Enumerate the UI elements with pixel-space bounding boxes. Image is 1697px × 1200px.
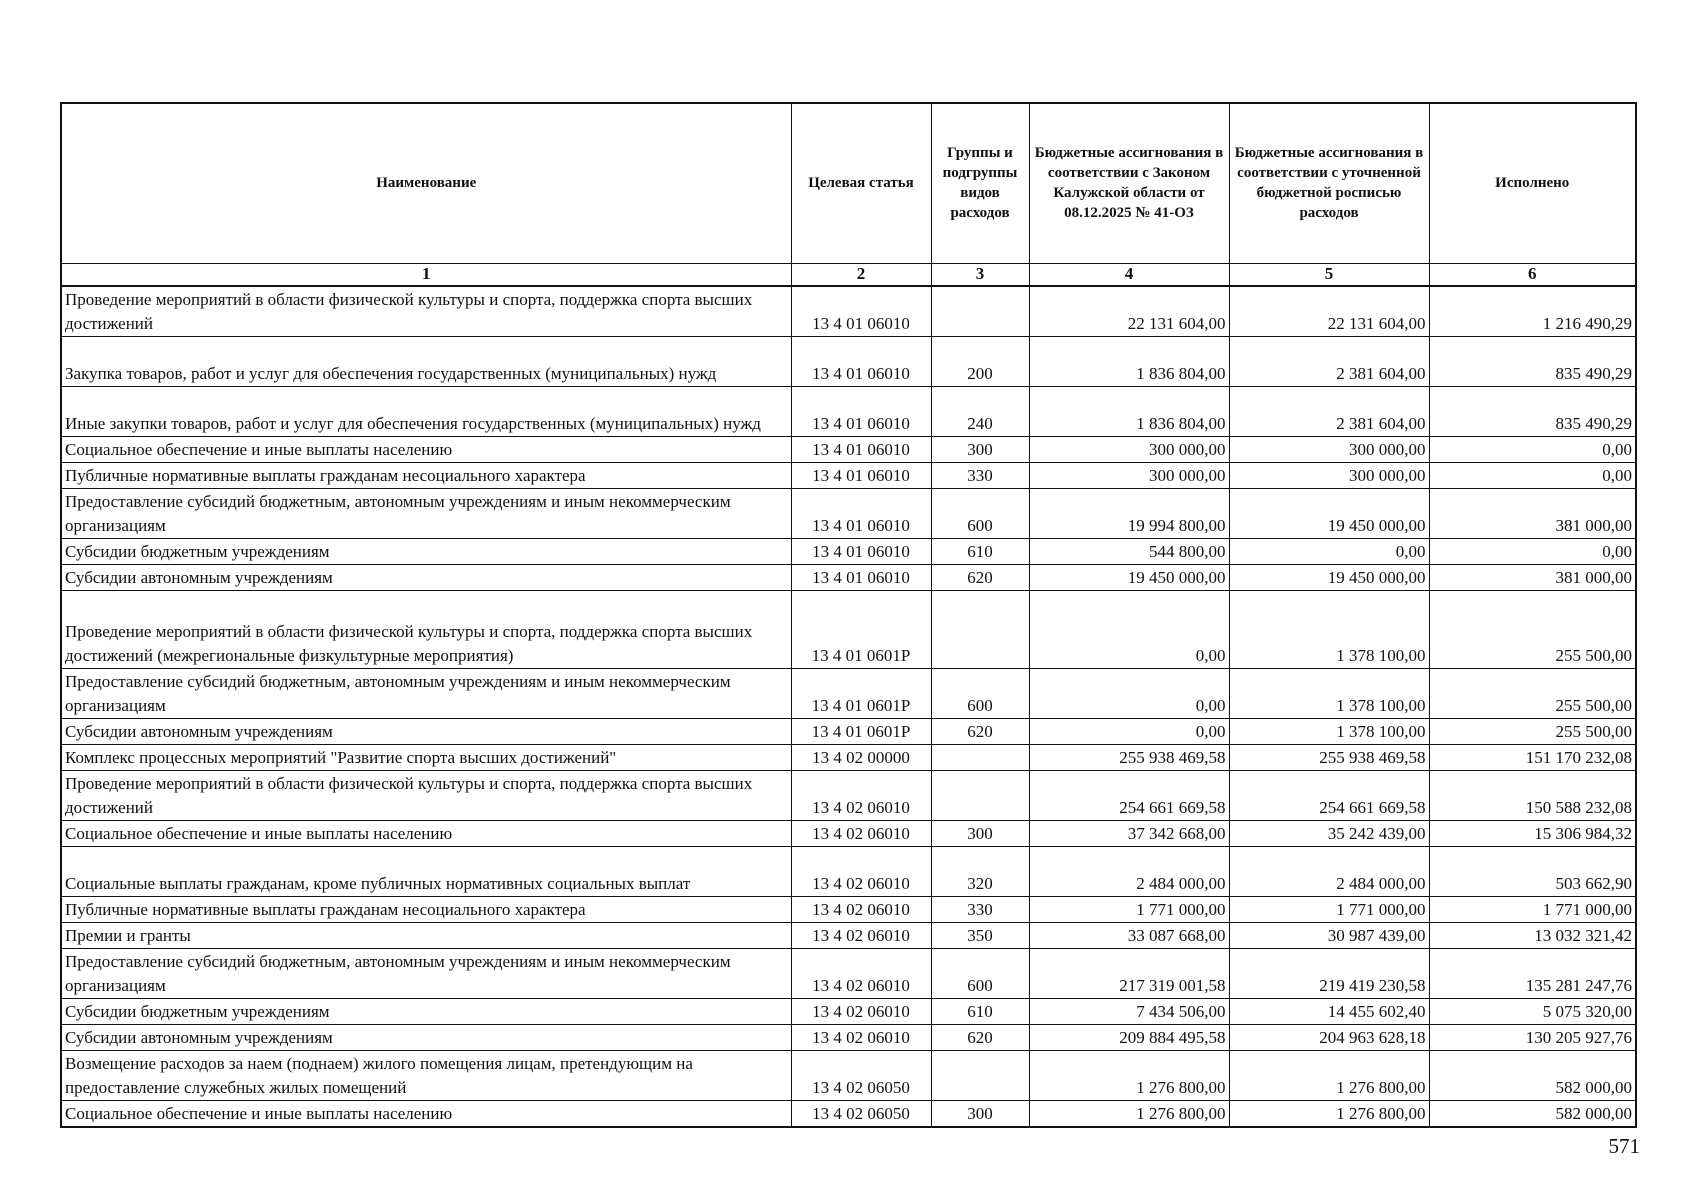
header-target-article: Целевая статья [791,103,931,263]
row-expense-group-cell: 600 [931,948,1029,998]
column-number: 3 [931,263,1029,286]
table-row [61,744,1636,770]
row-law-allocation-cell: 7 434 506,00 [1029,998,1229,1024]
table-body [61,286,1636,1127]
row-target-article-cell: 13 4 02 06010 [791,770,931,820]
row-executed-cell: 1 216 490,29 [1429,286,1636,336]
row-target-article-cell: 13 4 02 00000 [791,744,931,770]
row-law-allocation-cell: 300 000,00 [1029,462,1229,488]
row-name-cell: Субсидии бюджетным учреждениям [61,998,791,1024]
table-row [61,538,1636,564]
row-executed-cell: 130 205 927,76 [1429,1024,1636,1050]
row-roster-allocation-cell: 1 276 800,00 [1229,1100,1429,1127]
row-name-cell: Публичные нормативные выплаты гражданам несоциального характера [61,462,791,488]
row-expense-group-cell: 600 [931,668,1029,718]
table-row [61,1100,1636,1127]
table-row [61,1050,1636,1100]
row-law-allocation-cell: 19 450 000,00 [1029,564,1229,590]
row-name-cell: Возмещение расходов за наем (поднаем) жилого помещения лицам, претендующим на предоставление служебных жилых помещений [61,1050,791,1100]
row-target-article-cell: 13 4 02 06010 [791,998,931,1024]
row-name-cell: Премии и гранты [61,922,791,948]
row-name-cell: Иные закупки товаров, работ и услуг для обеспечения государственных (муниципальных) нужд [61,386,791,436]
row-expense-group-cell: 200 [931,336,1029,386]
row-roster-allocation-cell: 0,00 [1229,538,1429,564]
row-target-article-cell: 13 4 01 0601P [791,718,931,744]
row-roster-allocation-cell: 2 381 604,00 [1229,336,1429,386]
row-name-cell: Закупка товаров, работ и услуг для обеспечения государственных (муниципальных) нужд [61,336,791,386]
table-row [61,668,1636,718]
row-law-allocation-cell: 1 276 800,00 [1029,1050,1229,1100]
row-roster-allocation-cell: 204 963 628,18 [1229,1024,1429,1050]
row-roster-allocation-cell: 35 242 439,00 [1229,820,1429,846]
row-roster-allocation-cell: 19 450 000,00 [1229,488,1429,538]
row-name-cell: Субсидии автономным учреждениям [61,1024,791,1050]
row-expense-group-cell: 330 [931,462,1029,488]
row-law-allocation-cell: 2 484 000,00 [1029,846,1229,896]
row-expense-group-cell [931,1050,1029,1100]
row-target-article-cell: 13 4 02 06010 [791,896,931,922]
row-expense-group-cell: 620 [931,1024,1029,1050]
row-target-article-cell: 13 4 02 06010 [791,1024,931,1050]
row-target-article-cell: 13 4 01 06010 [791,462,931,488]
row-executed-cell: 503 662,90 [1429,846,1636,896]
row-target-article-cell: 13 4 01 06010 [791,538,931,564]
row-name-cell: Субсидии автономным учреждениям [61,718,791,744]
row-expense-group-cell: 620 [931,564,1029,590]
row-name-cell: Проведение мероприятий в области физической культуры и спорта, поддержка спорта высших достижений [61,770,791,820]
row-law-allocation-cell: 544 800,00 [1029,538,1229,564]
row-roster-allocation-cell: 1 378 100,00 [1229,590,1429,668]
row-name-cell: Субсидии бюджетным учреждениям [61,538,791,564]
row-expense-group-cell: 320 [931,846,1029,896]
row-law-allocation-cell: 300 000,00 [1029,436,1229,462]
row-roster-allocation-cell: 2 484 000,00 [1229,846,1429,896]
row-executed-cell: 835 490,29 [1429,336,1636,386]
row-roster-allocation-cell: 255 938 469,58 [1229,744,1429,770]
row-target-article-cell: 13 4 02 06010 [791,948,931,998]
table-row [61,718,1636,744]
row-roster-allocation-cell: 300 000,00 [1229,436,1429,462]
table-row [61,820,1636,846]
header-name: Наименование [61,103,791,263]
row-executed-cell: 151 170 232,08 [1429,744,1636,770]
row-roster-allocation-cell: 219 419 230,58 [1229,948,1429,998]
row-executed-cell: 381 000,00 [1429,488,1636,538]
row-law-allocation-cell: 22 131 604,00 [1029,286,1229,336]
row-expense-group-cell: 610 [931,538,1029,564]
table-row [61,286,1636,336]
budget-execution-table [60,102,1637,1128]
row-target-article-cell: 13 4 01 0601P [791,668,931,718]
column-number: 5 [1229,263,1429,286]
column-number: 2 [791,263,931,286]
row-expense-group-cell: 610 [931,998,1029,1024]
row-roster-allocation-cell: 22 131 604,00 [1229,286,1429,336]
row-law-allocation-cell: 254 661 669,58 [1029,770,1229,820]
row-law-allocation-cell: 33 087 668,00 [1029,922,1229,948]
row-name-cell: Предоставление субсидий бюджетным, автономным учреждениям и иным некоммерческим организациям [61,948,791,998]
row-law-allocation-cell: 255 938 469,58 [1029,744,1229,770]
table-row [61,436,1636,462]
row-law-allocation-cell: 209 884 495,58 [1029,1024,1229,1050]
row-roster-allocation-cell: 254 661 669,58 [1229,770,1429,820]
header-executed: Исполнено [1429,103,1636,263]
row-executed-cell: 582 000,00 [1429,1100,1636,1127]
table-row [61,896,1636,922]
row-law-allocation-cell: 37 342 668,00 [1029,820,1229,846]
row-executed-cell: 255 500,00 [1429,668,1636,718]
row-target-article-cell: 13 4 02 06010 [791,820,931,846]
table-row [61,1024,1636,1050]
row-name-cell: Проведение мероприятий в области физической культуры и спорта, поддержка спорта высших достижений [61,286,791,336]
row-executed-cell: 13 032 321,42 [1429,922,1636,948]
row-expense-group-cell [931,770,1029,820]
column-number: 4 [1029,263,1229,286]
table-row [61,846,1636,896]
row-expense-group-cell [931,744,1029,770]
column-number: 6 [1429,263,1636,286]
table-row [61,770,1636,820]
row-executed-cell: 5 075 320,00 [1429,998,1636,1024]
row-roster-allocation-cell: 14 455 602,40 [1229,998,1429,1024]
row-executed-cell: 835 490,29 [1429,386,1636,436]
row-target-article-cell: 13 4 01 06010 [791,436,931,462]
row-name-cell: Комплекс процессных мероприятий "Развитие спорта высших достижений" [61,744,791,770]
row-law-allocation-cell: 0,00 [1029,718,1229,744]
row-law-allocation-cell: 1 836 804,00 [1029,386,1229,436]
row-target-article-cell: 13 4 02 06010 [791,846,931,896]
row-target-article-cell: 13 4 01 06010 [791,564,931,590]
row-roster-allocation-cell: 19 450 000,00 [1229,564,1429,590]
row-name-cell: Предоставление субсидий бюджетным, автономным учреждениям и иным некоммерческим организациям [61,668,791,718]
table-row [61,948,1636,998]
header-law-allocations: Бюджетные ассигнования в соответствии с Законом Калужской области от 08.12.2025 № 41-ОЗ [1029,103,1229,263]
row-roster-allocation-cell: 1 378 100,00 [1229,668,1429,718]
row-roster-allocation-cell: 300 000,00 [1229,462,1429,488]
row-law-allocation-cell: 0,00 [1029,668,1229,718]
header-roster-allocations: Бюджетные ассигнования в соответствии с уточненной бюджетной росписью расходов [1229,103,1429,263]
row-target-article-cell: 13 4 01 06010 [791,286,931,336]
row-law-allocation-cell: 1 276 800,00 [1029,1100,1229,1127]
row-expense-group-cell: 300 [931,1100,1029,1127]
row-expense-group-cell [931,590,1029,668]
row-law-allocation-cell: 217 319 001,58 [1029,948,1229,998]
row-expense-group-cell: 300 [931,820,1029,846]
row-name-cell: Социальные выплаты гражданам, кроме публичных нормативных социальных выплат [61,846,791,896]
row-executed-cell: 1 771 000,00 [1429,896,1636,922]
row-name-cell: Социальное обеспечение и иные выплаты населению [61,436,791,462]
row-name-cell: Субсидии автономным учреждениям [61,564,791,590]
row-law-allocation-cell: 19 994 800,00 [1029,488,1229,538]
row-target-article-cell: 13 4 02 06050 [791,1100,931,1127]
row-target-article-cell: 13 4 01 06010 [791,488,931,538]
row-roster-allocation-cell: 1 378 100,00 [1229,718,1429,744]
row-executed-cell: 255 500,00 [1429,590,1636,668]
row-target-article-cell: 13 4 01 06010 [791,336,931,386]
row-executed-cell: 135 281 247,76 [1429,948,1636,998]
row-name-cell: Предоставление субсидий бюджетным, автономным учреждениям и иным некоммерческим организациям [61,488,791,538]
row-expense-group-cell [931,286,1029,336]
table-row [61,564,1636,590]
row-executed-cell: 381 000,00 [1429,564,1636,590]
header-row [61,103,1636,263]
row-law-allocation-cell: 1 771 000,00 [1029,896,1229,922]
row-expense-group-cell: 620 [931,718,1029,744]
row-target-article-cell: 13 4 01 06010 [791,386,931,436]
row-target-article-cell: 13 4 02 06050 [791,1050,931,1100]
row-expense-group-cell: 300 [931,436,1029,462]
column-number: 1 [61,263,791,286]
header-expense-groups: Группы и подгруппы видов расходов [931,103,1029,263]
row-roster-allocation-cell: 30 987 439,00 [1229,922,1429,948]
row-executed-cell: 0,00 [1429,436,1636,462]
row-executed-cell: 255 500,00 [1429,718,1636,744]
row-expense-group-cell: 350 [931,922,1029,948]
row-name-cell: Социальное обеспечение и иные выплаты населению [61,1100,791,1127]
table-row [61,336,1636,386]
row-target-article-cell: 13 4 02 06010 [791,922,931,948]
table-row [61,386,1636,436]
row-law-allocation-cell: 1 836 804,00 [1029,336,1229,386]
table-row [61,462,1636,488]
column-number-row [61,263,1636,286]
table-row [61,998,1636,1024]
row-executed-cell: 150 588 232,08 [1429,770,1636,820]
row-name-cell: Социальное обеспечение и иные выплаты населению [61,820,791,846]
row-expense-group-cell: 600 [931,488,1029,538]
row-executed-cell: 0,00 [1429,462,1636,488]
table-row [61,488,1636,538]
row-executed-cell: 582 000,00 [1429,1050,1636,1100]
row-executed-cell: 15 306 984,32 [1429,820,1636,846]
row-roster-allocation-cell: 1 771 000,00 [1229,896,1429,922]
row-target-article-cell: 13 4 01 0601P [791,590,931,668]
page-number: 571 [1608,1134,1640,1158]
row-roster-allocation-cell: 2 381 604,00 [1229,386,1429,436]
row-name-cell: Публичные нормативные выплаты гражданам несоциального характера [61,896,791,922]
row-law-allocation-cell: 0,00 [1029,590,1229,668]
row-name-cell: Проведение мероприятий в области физической культуры и спорта, поддержка спорта высших достижений (межрегиональные физкультурные мероприятия) [61,590,791,668]
row-expense-group-cell: 330 [931,896,1029,922]
row-executed-cell: 0,00 [1429,538,1636,564]
row-expense-group-cell: 240 [931,386,1029,436]
row-roster-allocation-cell: 1 276 800,00 [1229,1050,1429,1100]
table-row [61,922,1636,948]
table-row [61,590,1636,668]
